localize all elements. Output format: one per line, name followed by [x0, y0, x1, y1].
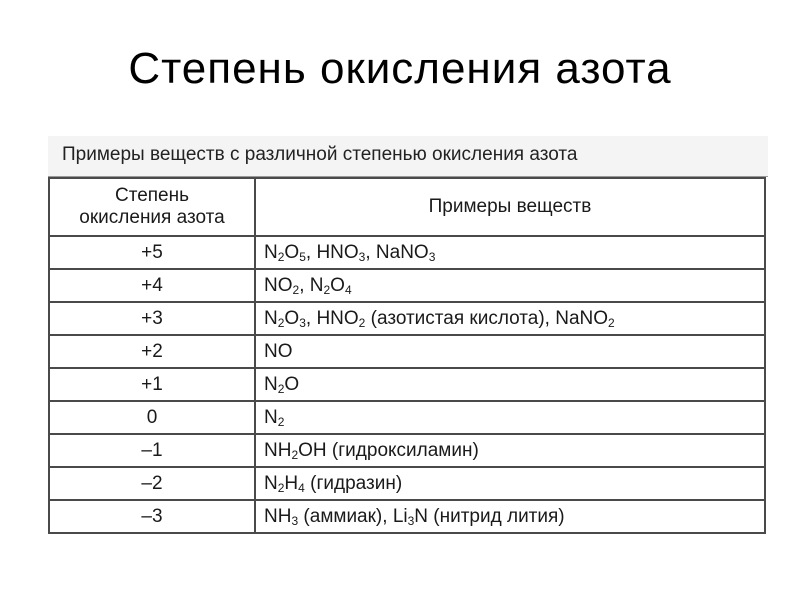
table-row	[49, 401, 765, 434]
formula-subscript: 3	[291, 513, 299, 528]
oxidation-state-cell: +3	[49, 302, 255, 335]
table-row	[49, 467, 765, 500]
formula-subscript: 3	[299, 315, 306, 330]
formula-subscript: 4	[344, 282, 352, 297]
oxidation-state-cell: –1	[49, 434, 255, 467]
formula-text: , NaNO	[365, 241, 429, 263]
table-caption: Примеры веществ с различной степенью окисления азота	[48, 136, 768, 177]
formula-text: , HNO	[305, 241, 359, 263]
examples-cell	[255, 467, 765, 500]
header-examples: Примеры веществ	[255, 178, 765, 236]
formula-subscript: 2	[277, 249, 285, 264]
examples-cell	[255, 401, 765, 434]
table-row	[49, 368, 765, 401]
formula-subscript: 2	[277, 480, 285, 495]
formula-subscript: 5	[299, 249, 306, 264]
formula-text: (аммиак), Li	[298, 505, 408, 527]
formula-text: N	[264, 373, 278, 395]
header-oxidation-state	[49, 178, 255, 236]
formula-text: N	[264, 307, 278, 329]
formula-text: O	[284, 241, 300, 263]
examples-cell	[255, 434, 765, 467]
formula-text: NH	[264, 505, 292, 527]
examples-cell	[255, 368, 765, 401]
formula-text: (азотистая кислота), NaNO	[365, 307, 609, 329]
formula-subscript: 2	[291, 447, 299, 462]
oxidation-state-cell: +4	[49, 269, 255, 302]
formula-text: , HNO	[305, 307, 359, 329]
oxidation-state-cell: –3	[49, 500, 255, 533]
examples-cell	[255, 500, 765, 533]
oxidation-table-block	[48, 136, 768, 534]
formula-subscript: 2	[277, 414, 285, 429]
formula-text: NO	[264, 274, 293, 296]
formula-subscript: 2	[608, 315, 615, 330]
formula-text: (гидразин)	[304, 472, 403, 494]
oxidation-state-cell: +1	[49, 368, 255, 401]
oxidation-states-table	[48, 177, 766, 534]
formula-text: N	[264, 472, 278, 494]
formula-text: H	[284, 472, 299, 494]
formula-subscript: 2	[277, 381, 285, 396]
table-row	[49, 500, 765, 533]
formula-text: O	[330, 274, 345, 296]
formula-text: N	[264, 406, 278, 428]
header-col1-line2: окисления азота	[79, 207, 225, 228]
formula-text: N	[264, 241, 278, 263]
examples-cell	[255, 302, 765, 335]
formula-subscript: 3	[358, 249, 366, 264]
formula-text: O	[284, 307, 300, 329]
formula-subscript: 2	[358, 315, 366, 330]
oxidation-state-cell: –2	[49, 467, 255, 500]
table-body	[49, 236, 765, 533]
formula-subscript: 4	[298, 480, 305, 495]
table-header-row	[49, 178, 765, 236]
examples-cell	[255, 335, 765, 368]
formula-subscript: 3	[407, 513, 415, 528]
header-col1-line1: Степень	[114, 185, 190, 206]
formula-text: , N	[299, 274, 324, 296]
formula-text: NH	[264, 439, 292, 461]
formula-text: O	[284, 373, 300, 395]
formula-subscript: 3	[428, 249, 436, 264]
table-row	[49, 269, 765, 302]
oxidation-state-cell: +5	[49, 236, 255, 269]
table-row	[49, 434, 765, 467]
table-row	[49, 302, 765, 335]
formula-text: OH (гидроксиламин)	[298, 439, 479, 461]
examples-cell	[255, 236, 765, 269]
slide-title: Степень окисления азота	[128, 44, 672, 93]
formula-text: N (нитрид лития)	[414, 505, 565, 527]
formula-subscript: 2	[323, 282, 331, 297]
formula-text: NO	[264, 340, 293, 362]
table-row	[49, 335, 765, 368]
oxidation-state-cell: 0	[49, 401, 255, 434]
formula-subscript: 2	[277, 315, 285, 330]
examples-cell	[255, 269, 765, 302]
table-row	[49, 236, 765, 269]
oxidation-state-cell: +2	[49, 335, 255, 368]
formula-subscript: 2	[292, 282, 300, 297]
